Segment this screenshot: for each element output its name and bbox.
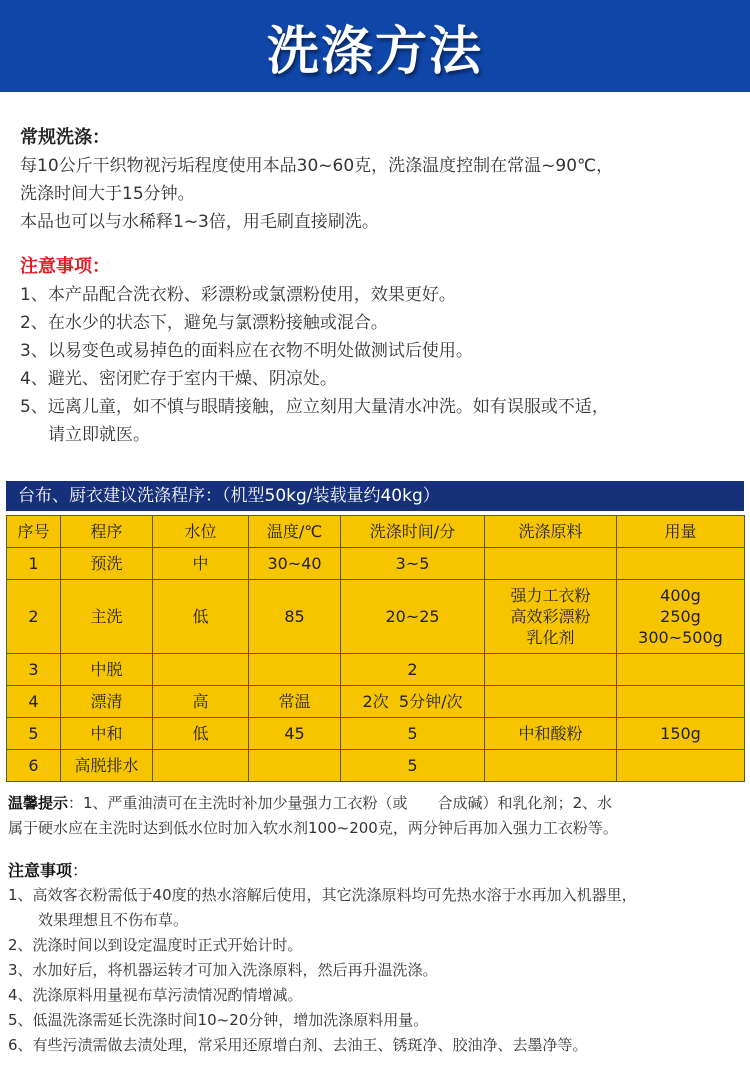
notes-item: 2、在水少的状态下，避免与氯漂粉接触或混合。	[20, 313, 388, 333]
regular-wash-line: 洗涤时间大于15分钟。	[20, 184, 195, 204]
cell-time: 5	[341, 750, 485, 782]
cell-step: 中和	[61, 718, 153, 750]
table-row	[7, 654, 745, 686]
cell-step: 漂清	[61, 686, 153, 718]
material-item: 高效彩漂粉	[510, 607, 591, 626]
notes-item: 请立即就医。	[48, 425, 150, 445]
cell-no: 5	[7, 718, 61, 750]
notes-section	[20, 253, 740, 449]
cell-temp	[249, 654, 341, 686]
warm-tip	[8, 791, 746, 841]
cell-step: 中脱	[61, 654, 153, 686]
amount-item: 400g	[660, 586, 701, 605]
cell-step: 高脱排水	[61, 750, 153, 782]
notes2-item: 1、高效客衣粉需低于40度的热水溶解后使用，其它洗涤原料均可先热水溶于水再加入机器里，	[8, 886, 637, 904]
header-water: 水位	[153, 516, 249, 548]
regular-wash-line: 本品也可以与水稀释1~3倍，用毛刷直接刷洗。	[20, 212, 379, 232]
cell-amount: 150g	[617, 718, 745, 750]
cell-no: 3	[7, 654, 61, 686]
cell-time: 20~25	[341, 580, 485, 654]
cell-temp: 常温	[249, 686, 341, 718]
table-header-row	[7, 516, 745, 548]
notes-item: 1、本产品配合洗衣粉、彩漂粉或氯漂粉使用，效果更好。	[20, 285, 456, 305]
cell-temp: 30~40	[249, 548, 341, 580]
cell-amount	[617, 548, 745, 580]
program-title-bar: 台布、厨衣建议洗涤程序：（机型50kg/装载量约40kg）	[6, 481, 744, 511]
cell-water	[153, 750, 249, 782]
cell-step: 主洗	[61, 580, 153, 654]
table-row	[7, 750, 745, 782]
notes2-item: 6、有些污渍需做去渍处理，常采用还原增白剂、去油王、锈斑净、胶油净、去墨净等。	[8, 1036, 588, 1054]
notes2-item: 5、低温洗涤需延长洗涤时间10~20分钟，增加洗涤原料用量。	[8, 1011, 429, 1029]
cell-amount	[617, 580, 745, 654]
warm-tip-text: ：1、严重油渍可在主洗时补加少量强力工衣粉（或 合成碱）和乳化剂；2、水	[68, 794, 613, 812]
regular-wash-section	[20, 124, 740, 236]
header-step: 程序	[61, 516, 153, 548]
cell-no: 1	[7, 548, 61, 580]
notes-heading: 注意事项：	[20, 256, 110, 277]
amount-item: 250g	[660, 607, 701, 626]
material-item: 乳化剂	[526, 628, 575, 647]
table-row	[7, 548, 745, 580]
notes2-item: 2、洗涤时间以到设定温度时正式开始计时。	[8, 936, 303, 954]
cell-water: 中	[153, 548, 249, 580]
cell-amount	[617, 686, 745, 718]
notes-item: 3、以易变色或易掉色的面料应在衣物不明处做测试后使用。	[20, 341, 473, 361]
cell-water	[153, 654, 249, 686]
cell-temp: 45	[249, 718, 341, 750]
notes2-item: 3、水加好后，将机器运转才可加入洗涤原料，然后再升温洗涤。	[8, 961, 438, 979]
header-time: 洗涤时间/分	[341, 516, 485, 548]
cell-no: 6	[7, 750, 61, 782]
cell-materials	[485, 750, 617, 782]
amount-item: 300~500g	[638, 628, 723, 647]
wash-program-table	[6, 515, 745, 782]
table-row	[7, 718, 745, 750]
notes-item: 5、远离儿童，如不慎与眼睛接触，应立刻用大量清水冲洗。如有误服或不适，	[20, 397, 609, 417]
warm-tip-text: 属于硬水应在主洗时达到低水位时加入软水剂100~200克，两分钟后再加入强力工衣粉等。	[8, 819, 618, 837]
notes2-item: 4、洗涤原料用量视布草污渍情况酌情增减。	[8, 986, 303, 1004]
notes2-colon: ：	[72, 861, 89, 880]
cell-no: 4	[7, 686, 61, 718]
notes2-item: 效果理想且不伤布草。	[38, 911, 189, 929]
table-row	[7, 580, 745, 654]
header-materials: 洗涤原料	[485, 516, 617, 548]
cell-temp	[249, 750, 341, 782]
cell-time: 3~5	[341, 548, 485, 580]
warm-tip-label: 温馨提示	[8, 794, 69, 812]
notes2-heading: 注意事项	[8, 861, 73, 880]
cell-water: 高	[153, 686, 249, 718]
notes-item: 4、避光、密闭贮存于室内干燥、阴凉处。	[20, 369, 337, 389]
cell-time: 2	[341, 654, 485, 686]
cell-water: 低	[153, 718, 249, 750]
cell-materials: 中和酸粉	[485, 718, 617, 750]
cell-no: 2	[7, 580, 61, 654]
cell-step: 预洗	[61, 548, 153, 580]
cell-amount	[617, 654, 745, 686]
regular-wash-heading: 常规洗涤：	[20, 127, 110, 148]
cell-time: 2次 5分钟/次	[341, 686, 485, 718]
cell-materials	[485, 580, 617, 654]
regular-wash-line: 每10公斤干织物视污垢程度使用本品30~60克，洗涤温度控制在常温~90℃，	[20, 156, 614, 176]
cell-temp: 85	[249, 580, 341, 654]
cell-materials	[485, 548, 617, 580]
cell-time: 5	[341, 718, 485, 750]
notes-section-2	[8, 858, 746, 1058]
cell-materials	[485, 654, 617, 686]
table-row	[7, 686, 745, 718]
material-item: 强力工衣粉	[510, 586, 591, 605]
cell-amount	[617, 750, 745, 782]
cell-water: 低	[153, 580, 249, 654]
header-no: 序号	[7, 516, 61, 548]
title-banner	[0, 0, 750, 92]
cell-materials	[485, 686, 617, 718]
page-title: 洗涤方法	[266, 21, 483, 82]
header-amount: 用量	[617, 516, 745, 548]
header-temp: 温度/℃	[249, 516, 341, 548]
